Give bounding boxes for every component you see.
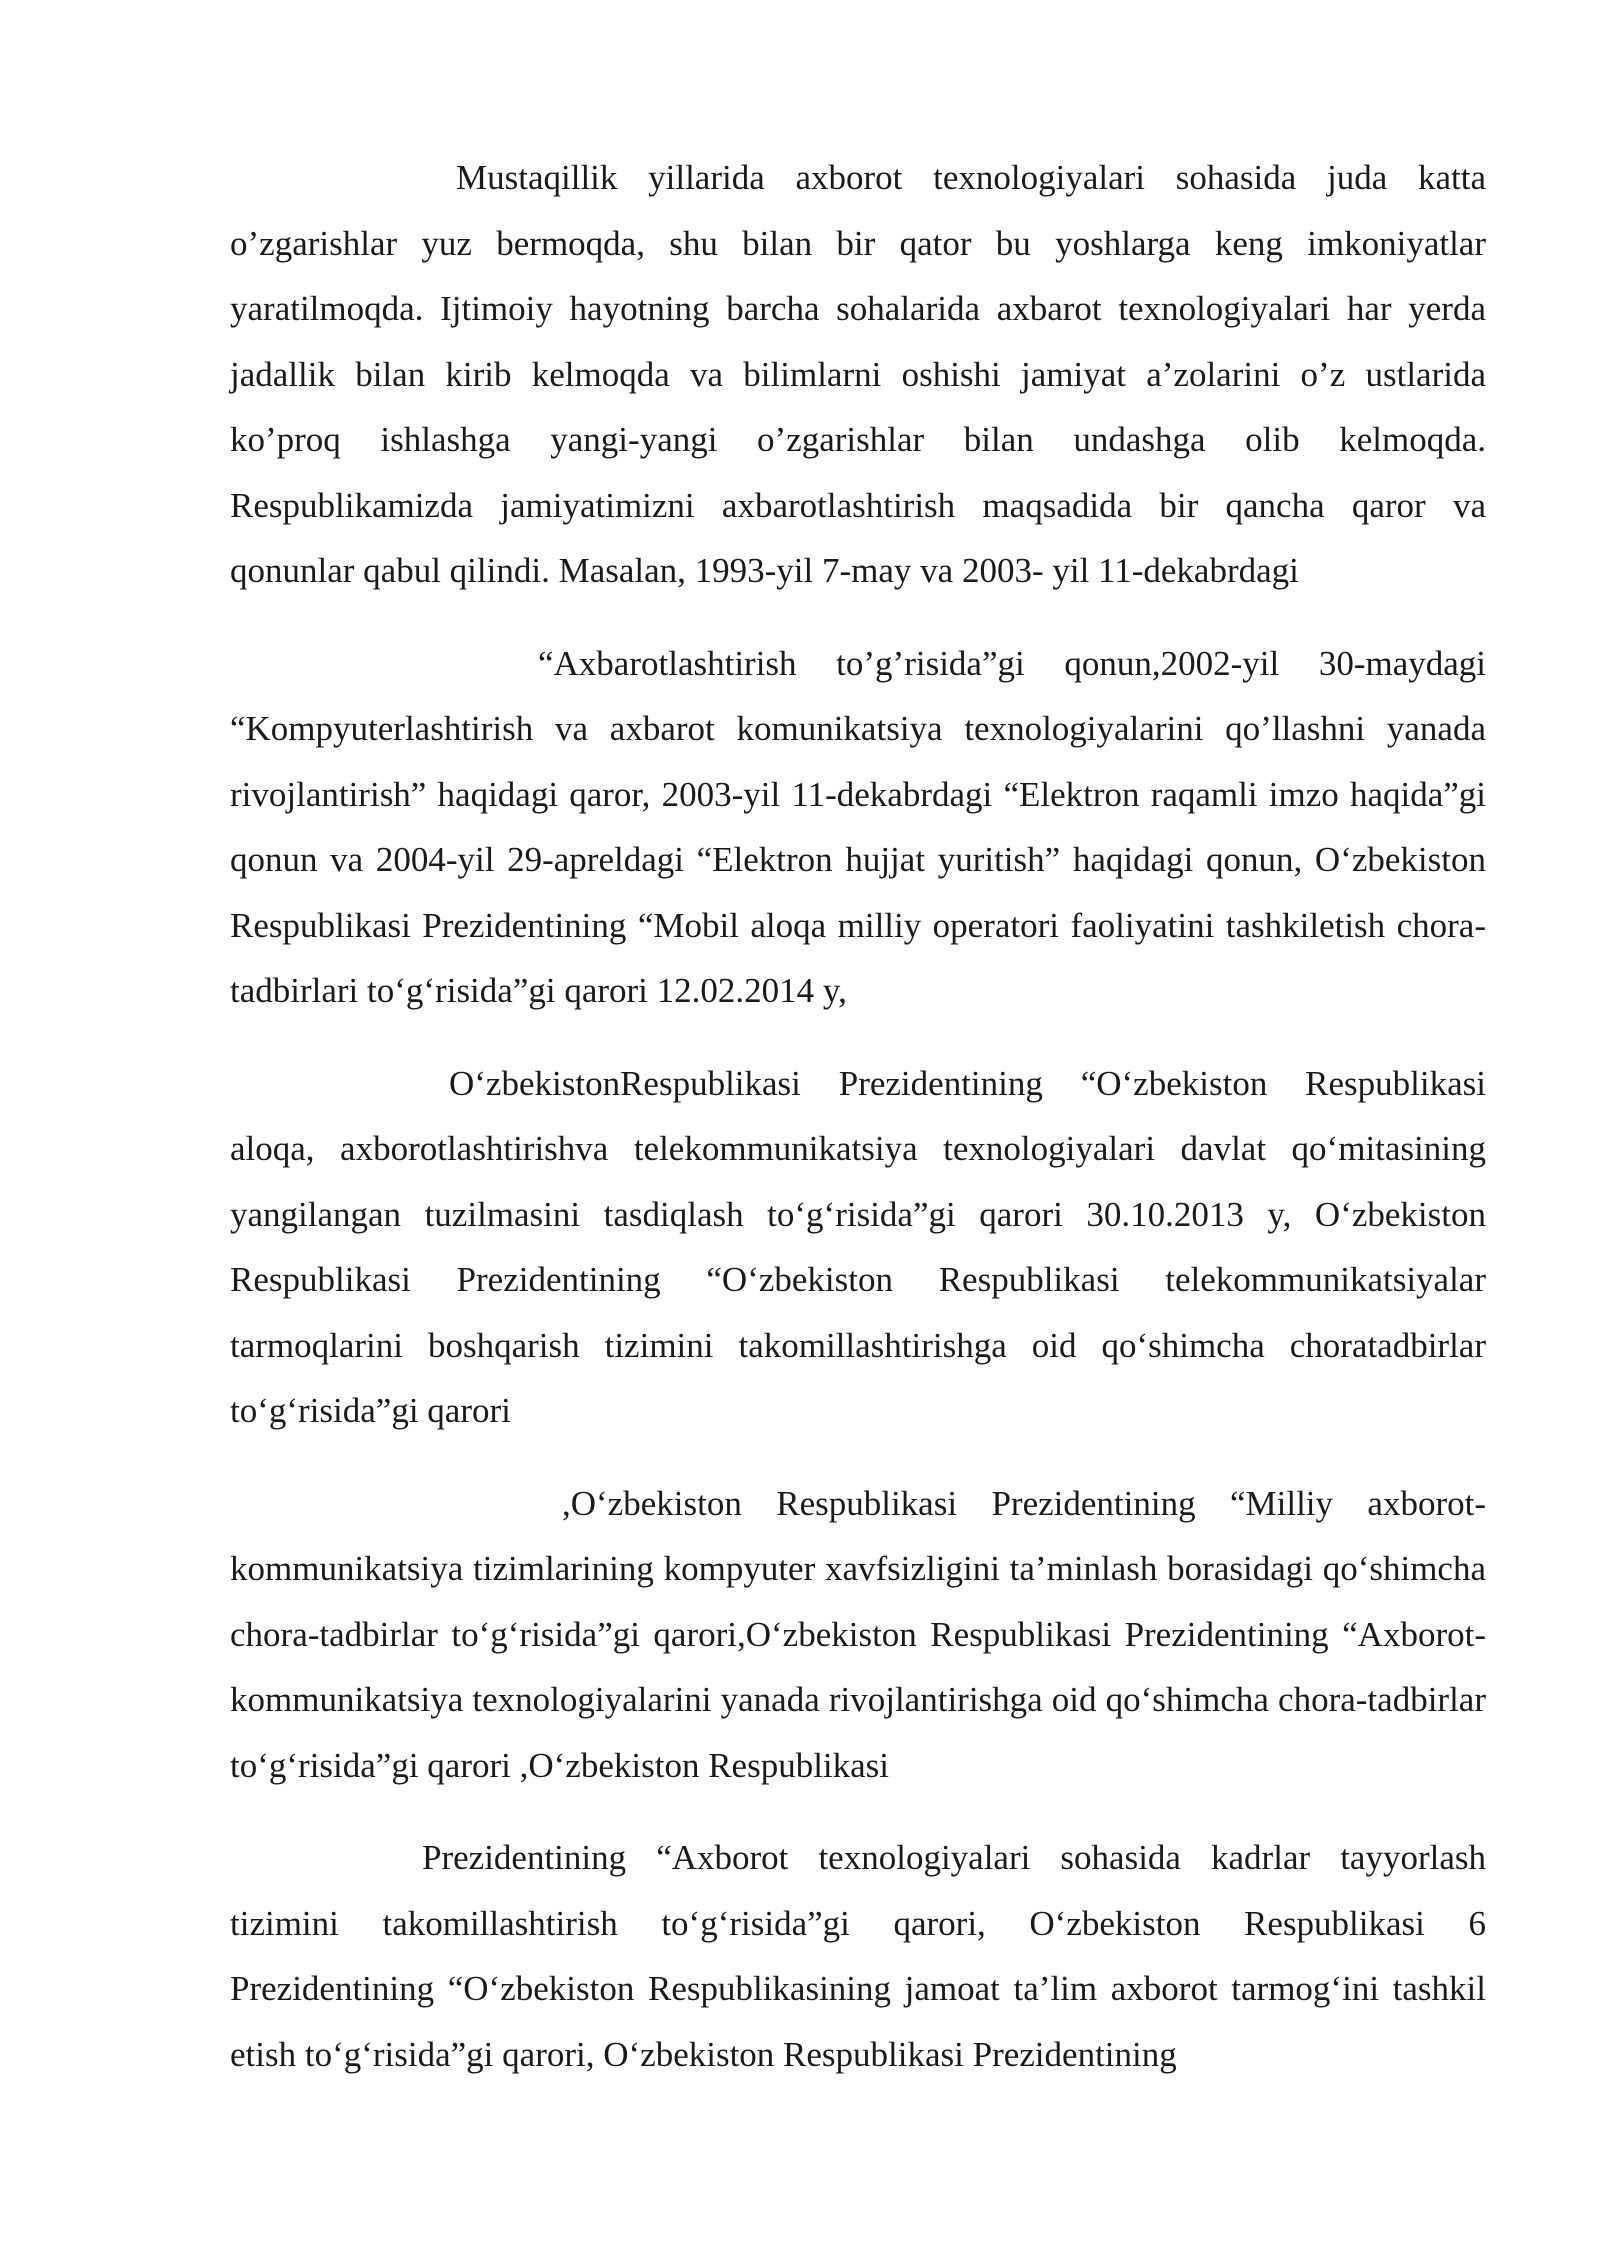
paragraph-5: Prezidentining “Axborot texnologiyalari sohasida kadrlar tayyorlash tizimini takomillashtirish to‘g‘risida”gi qarori, O‘zbekiston Respublikasi 6 Prezidentining “O‘zbekiston Respublikasining jamoat ta’lim axborot tarmog‘ini tashkil etish to‘g‘risida”gi qarori, O‘zbekiston Respublikasi Prezidentining [230, 1838, 1486, 2074]
paragraph-4: ,O‘zbekiston Respublikasi Prezidentining “Milliy axborot-kommunikatsiya tizimlarining kompyuter xavfsizligini ta’minlash borasidagi qo‘shimcha chora-tadbirlar to‘g‘risida”gi qarori,O‘zbekiston Respublikasi Prezidentining “Axborot-kommunikatsiya texnologiyalarini yanada rivojlantirishga oid qo‘shimcha chora-tadbirlar to‘g‘risida”gi qarori ,O‘zbekiston Respublikasi [230, 1483, 1486, 1785]
document-body [230, 145, 1486, 2114]
paragraph-3: O‘zbekistonRespublikasi Prezidentining “O‘zbekiston Respublikasi aloqa, axborotlashtirishva telekommunikatsiya texnologiyalari davlat qo‘mitasining yangilangan tuzilmasini tasdiqlash to‘g‘risida”gi qarori 30.10.2013 y, O‘zbekiston Respublikasi Prezidentining “O‘zbekiston Respublikasi telekommunikatsiyalar tarmoqlarini boshqarish tizimini takomillashtirishga oid qo‘shimcha choratadbirlar to‘g‘risida”gi qarori [230, 1063, 1486, 1430]
paragraph-1: Mustaqillik yillarida axborot texnologiyalari sohasida juda katta o’zgarishlar yuz bermoqda, shu bilan bir qator bu yoshlarga keng imkoniyatlar yaratilmoqda. Ijtimoiy hayotning barcha sohalarida axbarot texnologiyalari har yerda jadallik bilan kirib kelmoqda va bilimlarni oshishi jamiyat a’zolarini o’z ustlarida ko’proq ishlashga yangi-yangi o’zgarishlar bilan undashga olib kelmoqda. Respublikamizda jamiyatimizni axbarotlashtirish maqsadida bir qancha qaror va qonunlar qabul qilindi. Masalan, 1993-yil 7-may va 2003- yil 11-dekabrdagi [230, 158, 1486, 590]
paragraph-2: “Axbarotlashtirish to’g’risida”gi qonun,2002-yil 30-maydagi “Kompyuterlashtirish va axbarot komunikatsiya texnologiyalarini qo’llashni yanada rivojlantirish” haqidagi qaror, 2003-yil 11-dekabrdagi “Elektron raqamli imzo haqida”gi qonun va 2004-yil 29-apreldagi “Elektron hujjat yuritish” haqidagi qonun, O‘zbekiston Respublikasi Prezidentining “Mobil aloqa milliy operatori faoliyatini tashkiletish chora-tadbirlari to‘g‘risida”gi qarori 12.02.2014 y, [230, 643, 1486, 1010]
